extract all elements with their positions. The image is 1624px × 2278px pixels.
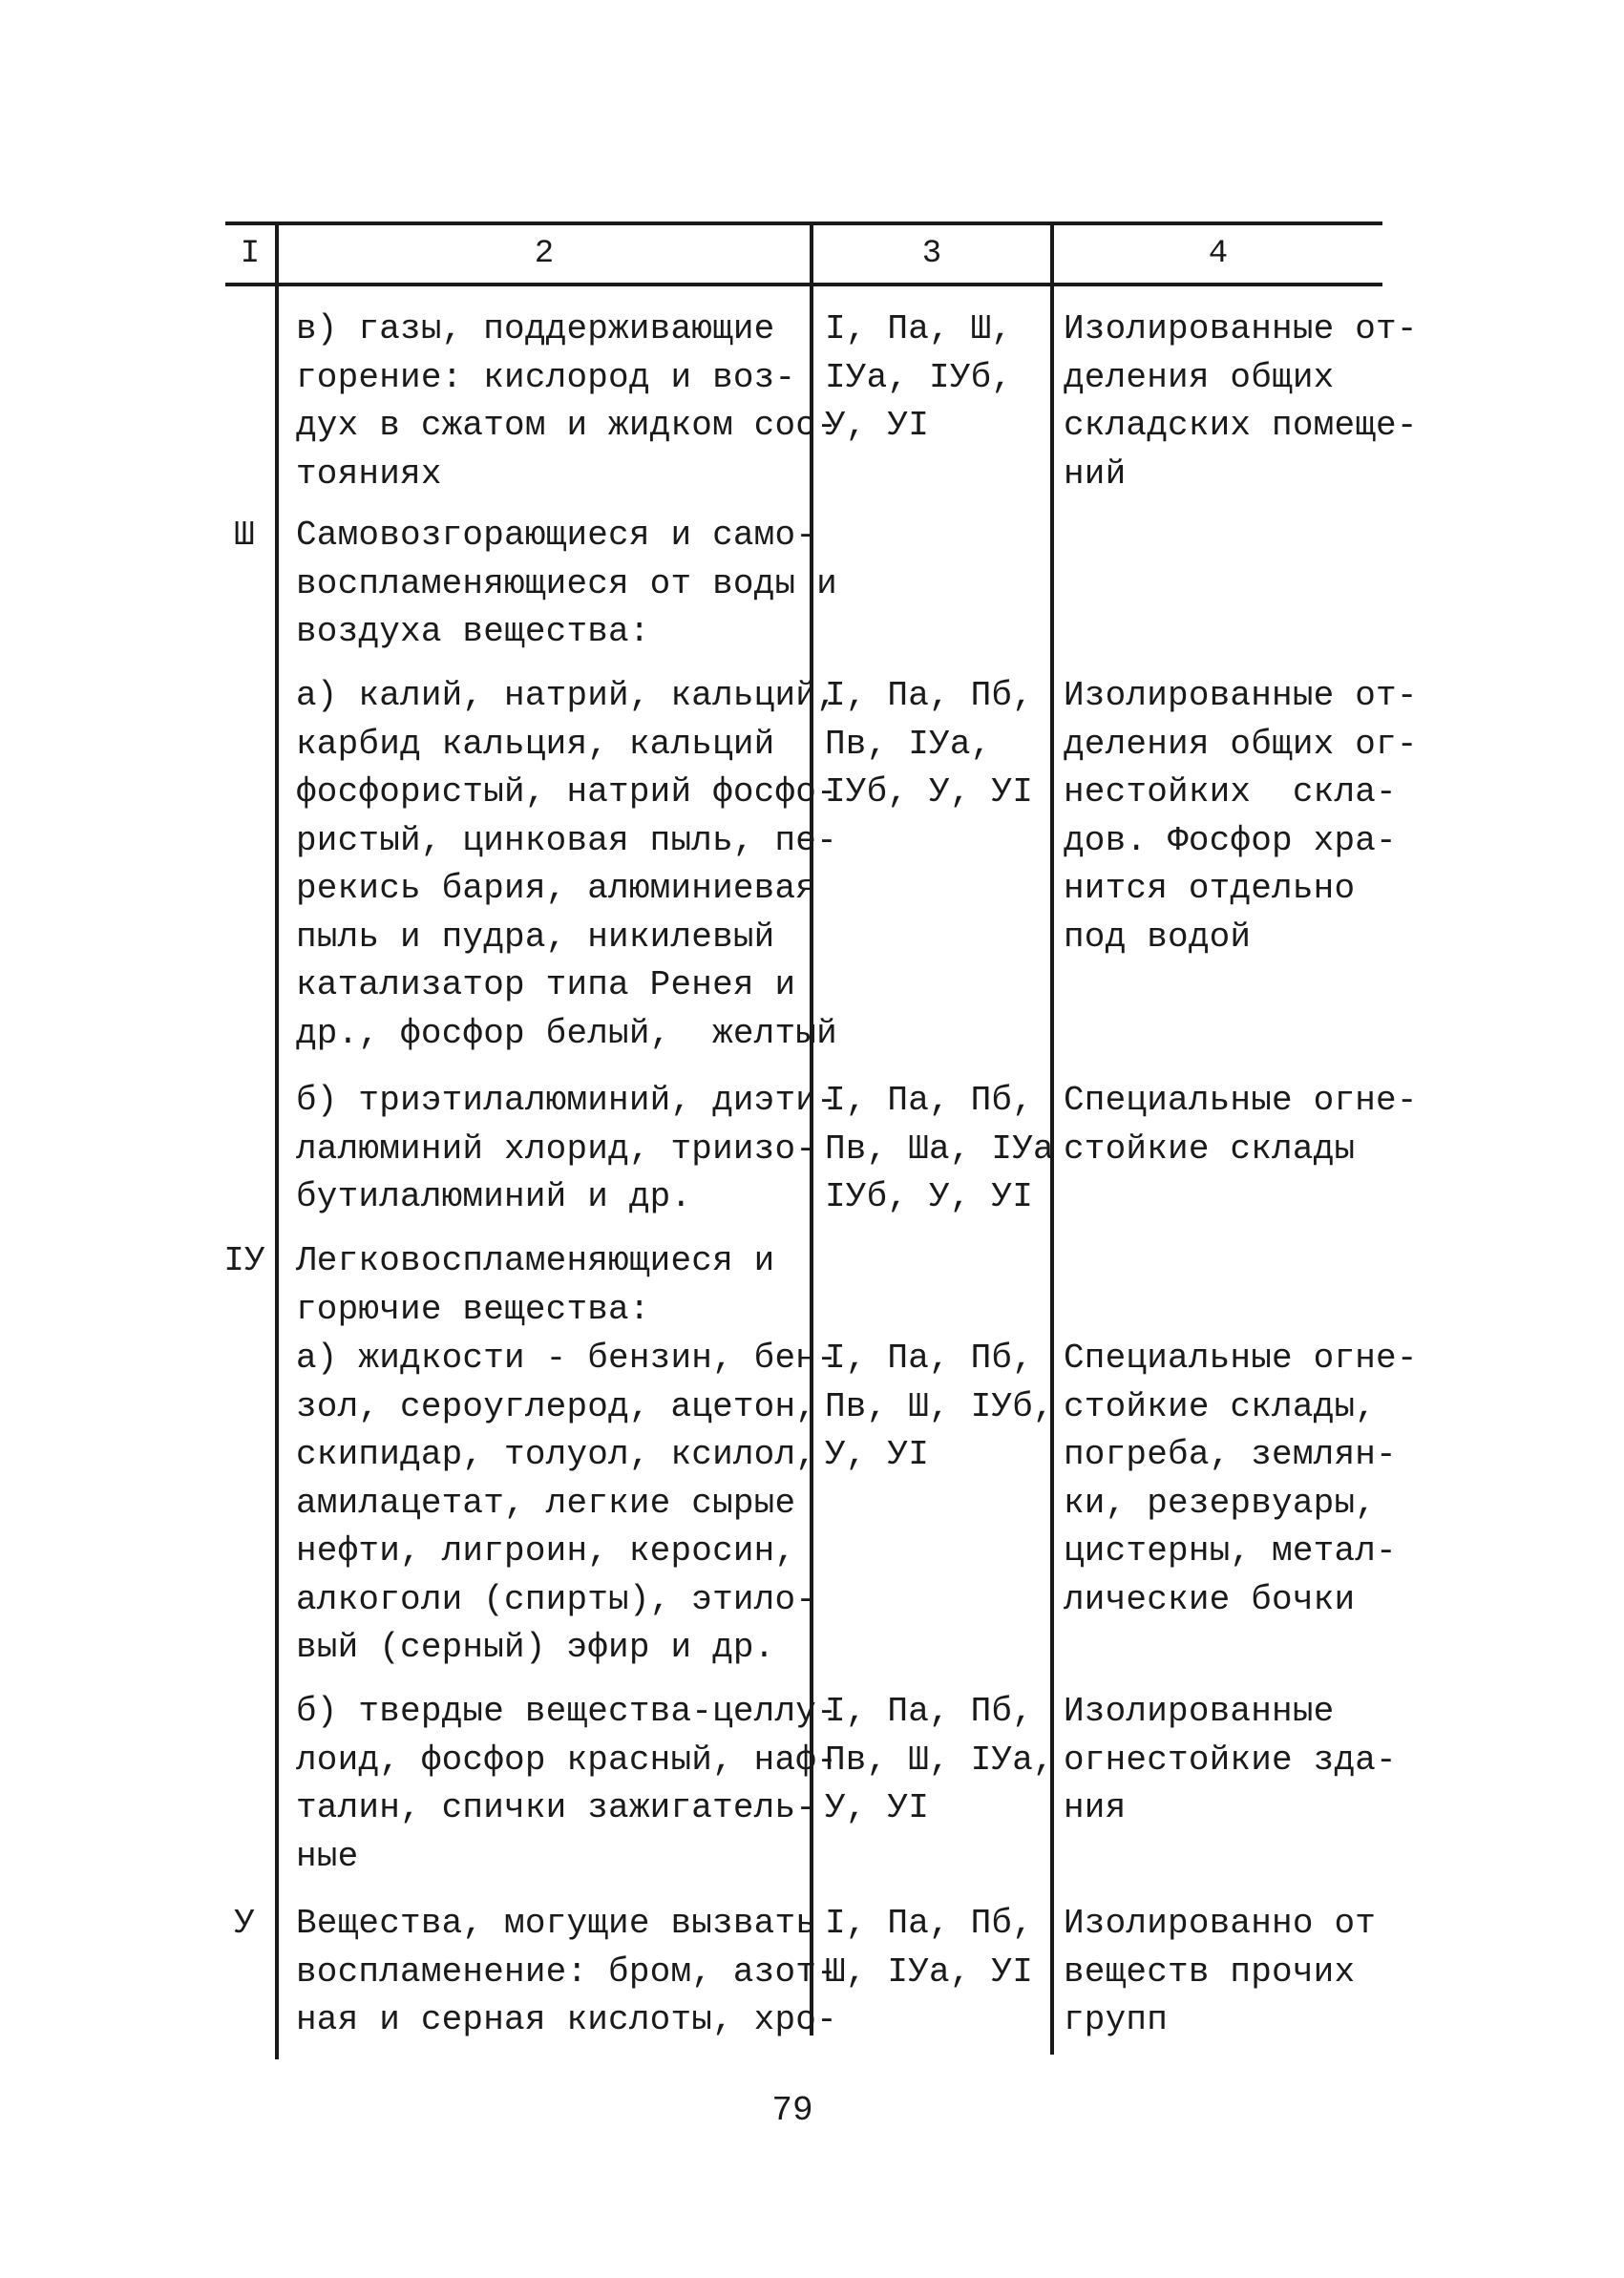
row-6-storage: Изолированные огнестойкие зда- ния — [1064, 1692, 1397, 1827]
header-col-3: 3 — [921, 236, 942, 272]
row-7-group: У — [234, 1904, 255, 1943]
row-7-codes: I, Па, Пб, Ш, IУа, УI — [825, 1904, 1034, 1992]
row-2-storage: Изолированные от- деления общих ог- нестойких скла- дов. Фосфор хра- нится отдельно под водой — [1064, 676, 1418, 957]
row-3-codes: I, Па, Пб, Пв, Ша, IУа IУб, У, УI — [825, 1081, 1054, 1216]
row-5-storage: Специальные огне- стойкие склады, погреба, землян- ки, резервуары, цистерны, метал- лические бочки — [1064, 1339, 1418, 1619]
row-0-codes: I, Па, Ш, IУа, IУб, У, УI — [825, 309, 1013, 445]
header-col-4: 4 — [1208, 236, 1229, 272]
row-4-description: Легковоспламеняющиеся и горючие вещества: — [296, 1241, 775, 1329]
row-4-group: IУ — [223, 1241, 265, 1280]
row-0-storage: Изолированные от- деления общих складских помеще- ний — [1064, 309, 1418, 494]
column-divider-1 — [275, 221, 279, 2059]
row-6-codes: I, Па, Пб, Пв, Ш, IУа, У, УI — [825, 1692, 1054, 1827]
header-bottom-rule — [225, 283, 1382, 286]
row-3-storage: Специальные огне- стойкие склады — [1064, 1081, 1418, 1169]
row-5-codes: I, Па, Пб, Пв, Ш, IУб, У, УI — [825, 1339, 1054, 1474]
row-2-description: а) калий, натрий, кальций, карбид кальция, кальций фосфористый, натрий фосфо- ристый, цинковая пыль, пе- рекись бария, алюминиевая пыль и пудра, никилевый катализатор типа Ренея и др., фосфор белый, желтый — [296, 676, 837, 1053]
page-number: 79 — [771, 2091, 813, 2130]
row-0-description: в) газы, поддерживающие горение: кислород и воз- дух в сжатом и жидком сос- тояниях — [296, 309, 837, 494]
row-6-description: б) твердые вещества-целлу- лоид, фосфор красный, наф- талин, спички зажигатель- ные — [296, 1692, 837, 1876]
header-col-2: 2 — [534, 236, 555, 272]
row-7-description: Вещества, могущие вызвать воспламенение: бром, азот- ная и серная кислоты, хро- — [296, 1904, 837, 2039]
row-3-description: б) триэтилалюминий, диэти- лалюминий хлорид, триизо- бутилалюминий и др. — [296, 1081, 837, 1216]
row-7-storage: Изолированно от веществ прочих групп — [1064, 1904, 1377, 2039]
header-col-1: I — [240, 236, 261, 272]
row-2-codes: I, Па, Пб, Пв, IУа, IУб, У, УI — [825, 676, 1034, 812]
row-1-description: Самовозгорающиеся и само- воспламеняющиеся от воды и воздуха вещества: — [296, 516, 837, 651]
row-5-description: а) жидкости - бензин, бен- зол, сероуглерод, ацетон, скипидар, толуол, ксилол, амилацетат, легкие сырые нефти, лигроин, керосин, алкоголи (спирты), этило- вый (серный) эфир и др. — [296, 1339, 837, 1667]
row-1-group: Ш — [234, 516, 255, 555]
